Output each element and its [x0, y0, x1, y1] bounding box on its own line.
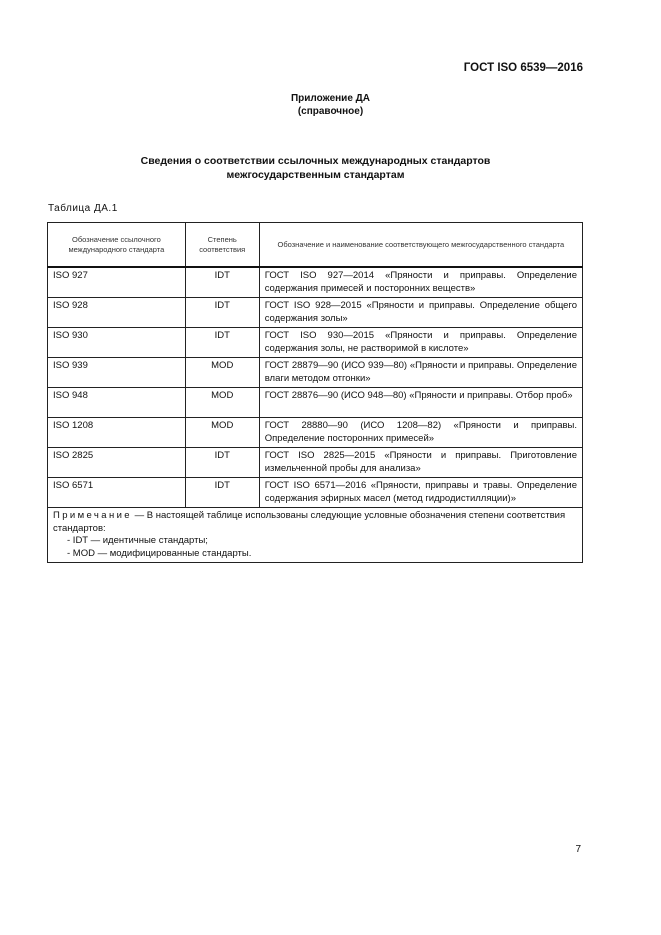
note-item-mod: - MOD — модифицированные стандарты. [67, 547, 252, 559]
table-note-row [48, 508, 583, 563]
header-interstate-standard: Обозначение и наименование соответствующего межгосударственного стандарта [259, 223, 582, 268]
header-ref-standard: Обозначение ссылочного международного стандарта [48, 223, 186, 268]
cell-desc: ГОСТ ISO 930—2015 «Пряности и приправы. Определение содержания золы, не растворимой в кислоте» [259, 328, 582, 358]
cell-ref: ISO 939 [48, 358, 186, 388]
table-caption: Таблица ДА.1 [48, 203, 118, 214]
cell-ref: ISO 928 [48, 298, 186, 328]
appendix-subheading: (справочное) [297, 106, 364, 117]
appendix-heading: Приложение ДА [290, 93, 371, 104]
cell-ref: ISO 2825 [48, 448, 186, 478]
section-title-line-1: Сведения о соответствии ссылочных международных стандартов [140, 155, 491, 167]
table-row [48, 358, 583, 388]
cell-degree: MOD [185, 358, 259, 388]
note-item-idt: - IDT — идентичные стандарты; [67, 535, 208, 546]
table-row [48, 298, 583, 328]
note-lead: Примечание [53, 510, 132, 521]
cell-desc: ГОСТ ISO 6571—2016 «Пряности, приправы и травы. Определение содержания эфирных масел (метод гидродистилляции)» [259, 478, 582, 508]
cell-ref: ISO 6571 [48, 478, 186, 508]
cell-degree: IDT [185, 328, 259, 358]
cell-degree: IDT [185, 448, 259, 478]
cell-ref: ISO 927 [48, 267, 186, 298]
cell-ref: ISO 930 [48, 328, 186, 358]
header-degree: Степень соответствия [185, 223, 259, 268]
table-row [48, 448, 583, 478]
cell-degree: IDT [185, 267, 259, 298]
table-row [48, 267, 583, 298]
table-header-row [48, 223, 583, 268]
page-number: 7 [575, 844, 581, 855]
note-text: — В настоящей таблице использованы следующие условные обозначения степени соответствия стандартов: [53, 510, 566, 534]
cell-degree: IDT [185, 478, 259, 508]
table-row [48, 328, 583, 358]
table-row [48, 418, 583, 448]
cell-desc: ГОСТ 28880—90 (ИСО 1208—82) «Пряности и приправы. Определение посторонних примесей» [259, 418, 582, 448]
cell-degree: IDT [185, 298, 259, 328]
section-title-line-2: межгосударственным стандартам [226, 169, 405, 181]
correspondence-table [47, 222, 583, 563]
appendix-title [0, 92, 661, 118]
cell-desc: ГОСТ ISO 2825—2015 «Пряности и приправы. Приготовление измельченной пробы для анализа» [259, 448, 582, 478]
section-title [0, 154, 631, 182]
cell-desc: ГОСТ 28876—90 (ИСО 948—80) «Пряности и приправы. Отбор проб» [259, 388, 582, 418]
table-note [48, 508, 583, 563]
cell-desc: ГОСТ ISO 927—2014 «Пряности и приправы. Определение содержания примесей и посторонних веществ» [259, 267, 582, 298]
cell-ref: ISO 948 [48, 388, 186, 418]
cell-ref: ISO 1208 [48, 418, 186, 448]
table-row [48, 388, 583, 418]
cell-desc: ГОСТ ISO 928—2015 «Пряности и приправы. Определение общего содержания золы» [259, 298, 582, 328]
table-row [48, 478, 583, 508]
cell-desc: ГОСТ 28879—90 (ИСО 939—80) «Пряности и приправы. Определение влаги методом отгонки» [259, 358, 582, 388]
cell-degree: MOD [185, 418, 259, 448]
cell-degree: MOD [185, 388, 259, 418]
document-id: ГОСТ ISO 6539—2016 [463, 62, 583, 74]
